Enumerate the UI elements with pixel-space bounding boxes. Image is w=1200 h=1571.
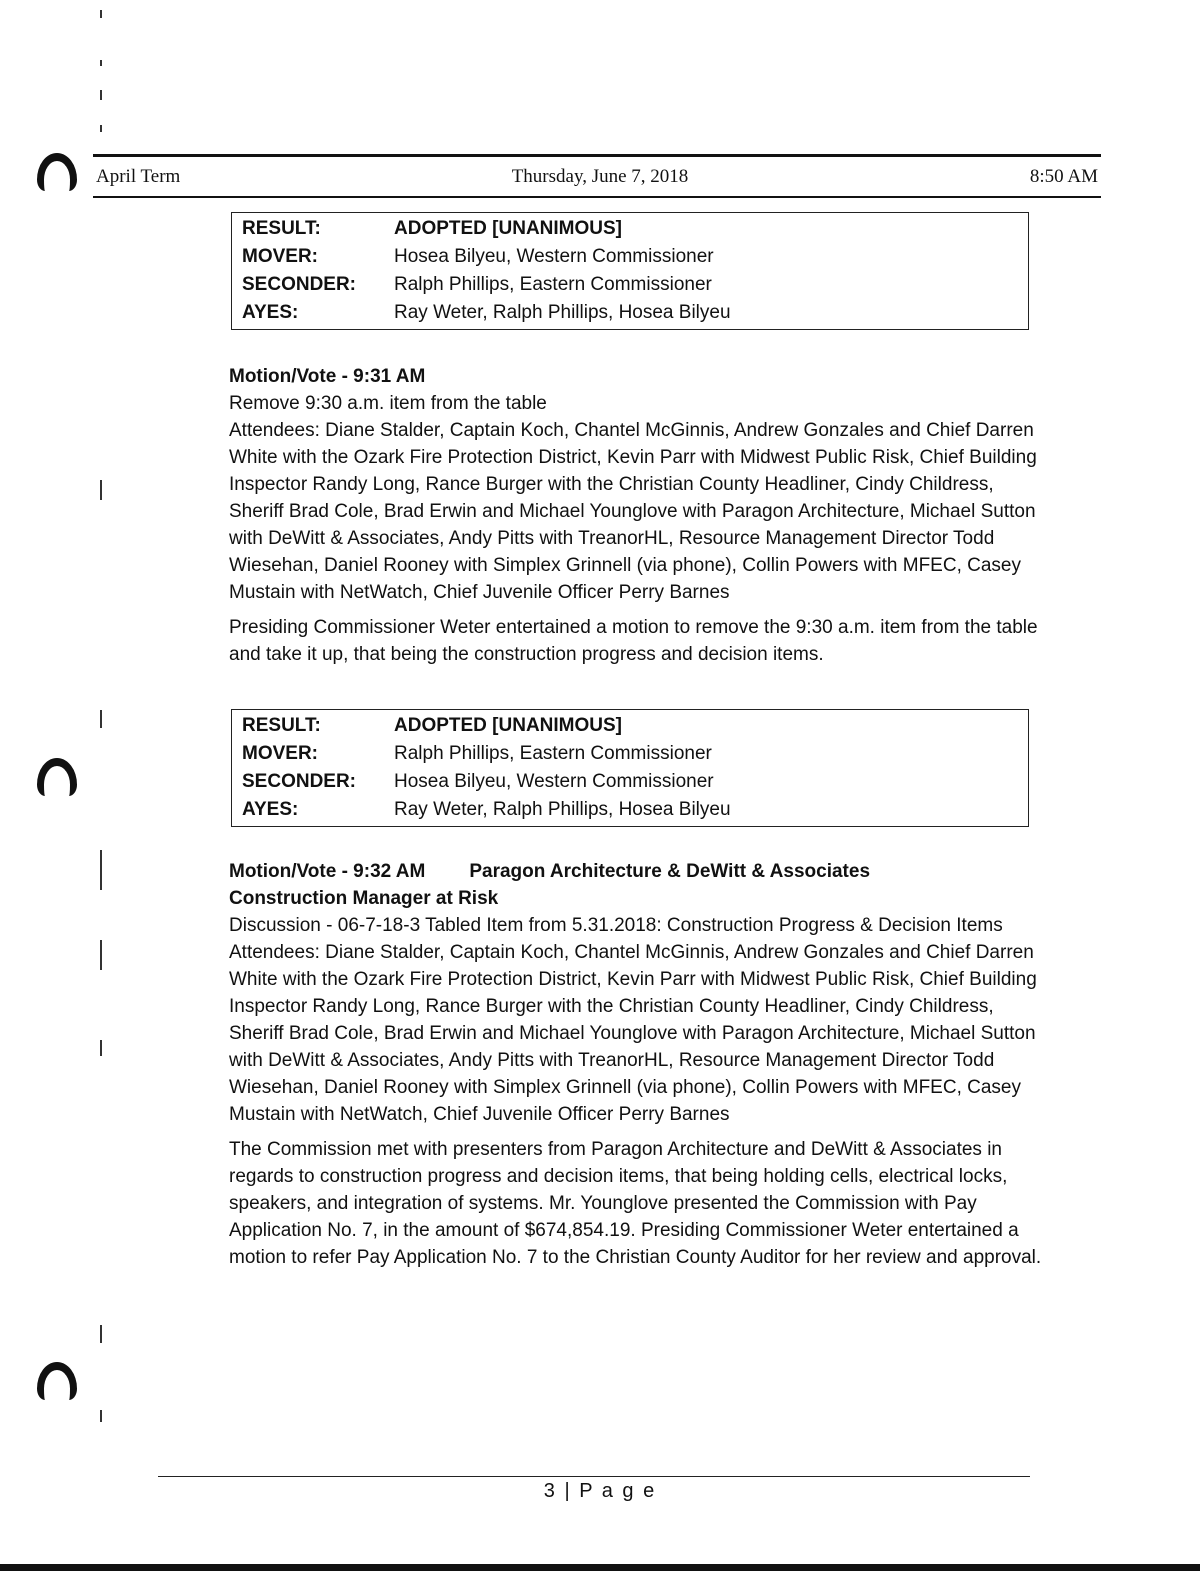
discussion-text: Discussion - 06-7-18-3 Tabled Item from 5.31.2018: Construction Progress & Decision Items (229, 915, 1003, 936)
result-label: RESULT: (242, 218, 321, 239)
attendees-paragraph: Attendees: Diane Stalder, Captain Koch, Chantel McGinnis, Andrew Gonzales and Chief Darren White with the Ozark Fire Protection District, Kevin Parr with Midwest Public Risk, Chief Building Inspector Randy Long, Rance Burger with the Christian County Headliner, Cindy Childress, Sheriff Brad Cole, Brad Erwin and Michael Younglove with Paragon Architecture, Michael Sutton with DeWitt & Associates, Andy Pitts with TreanorHL, Resource Management Director Todd Wiesehan, Daniel Rooney with Simplex Grinnell (via phone), Collin Powers with MFEC, Casey Mustain with NetWatch, Chief Juvenile Officer Perry Barnes (229, 942, 1037, 1125)
motion-heading-line (229, 858, 1049, 885)
motion-section (229, 858, 1049, 1271)
mover-value: Ralph Phillips, Eastern Commissioner (394, 743, 712, 764)
binder-hole-bottom (37, 1362, 77, 1400)
seconder-value: Hosea Bilyeu, Western Commissioner (394, 771, 714, 792)
binder-hole-middle (37, 758, 77, 796)
mover-label: MOVER: (242, 743, 318, 764)
scan-mark (100, 850, 102, 890)
motion-section (229, 363, 1049, 668)
motion-heading: Motion/Vote - 9:32 AM (229, 861, 426, 882)
result-value: ADOPTED [UNANIMOUS] (394, 715, 622, 736)
vote-result-box (231, 709, 1029, 827)
term-label: April Term (96, 166, 181, 187)
seconder-label: SECONDER: (242, 274, 357, 295)
scan-mark (100, 10, 102, 18)
scan-bottom-edge (0, 1564, 1200, 1571)
result-row (232, 215, 1028, 243)
scan-mark (100, 1410, 102, 1422)
result-label: RESULT: (242, 715, 321, 736)
motion-heading: Motion/Vote - 9:31 AM (229, 366, 426, 387)
vote-result-box (231, 212, 1029, 330)
meeting-time: 8:50 AM (1029, 166, 1098, 187)
scan-mark (100, 940, 102, 970)
footer-rule (158, 1476, 1030, 1477)
mover-row (232, 740, 1028, 768)
seconder-label: SECONDER: (242, 771, 357, 792)
header-rule-bottom (93, 196, 1101, 198)
result-value: ADOPTED [UNANIMOUS] (394, 218, 622, 239)
mover-label: MOVER: (242, 246, 318, 267)
ayes-label: AYES: (242, 302, 299, 323)
motion-body: The Commission met with presenters from Paragon Architecture and DeWitt & Associates in regards to construction progress and decision items, that being holding cells, electrical locks, speakers, and integration of systems. Mr. Younglove presented the Commission with Pay Application No. 7, in the amount of $674,854.19. Presiding Commissioner Weter entertained a motion to refer Pay Application No. 7 to the Christian County Auditor for her review and approval. (229, 1139, 1042, 1268)
motion-title: Paragon Architecture & DeWitt & Associates (469, 861, 871, 882)
mover-value: Hosea Bilyeu, Western Commissioner (394, 246, 714, 267)
attendees-paragraph: Attendees: Diane Stalder, Captain Koch, Chantel McGinnis, Andrew Gonzales and Chief Darren White with the Ozark Fire Protection District, Kevin Parr with Midwest Public Risk, Chief Building Inspector Randy Long, Rance Burger with the Christian County Headliner, Cindy Childress, Sheriff Brad Cole, Brad Erwin and Michael Younglove with Paragon Architecture, Michael Sutton with DeWitt & Associates, Andy Pitts with TreanorHL, Resource Management Director Todd Wiesehan, Daniel Rooney with Simplex Grinnell (via phone), Collin Powers with MFEC, Casey Mustain with NetWatch, Chief Juvenile Officer Perry Barnes (229, 420, 1037, 603)
scan-mark (100, 1325, 102, 1343)
motion-subject: Remove 9:30 a.m. item from the table (229, 393, 547, 414)
ayes-row (232, 796, 1028, 824)
scan-mark (100, 125, 102, 132)
ayes-value: Ray Weter, Ralph Phillips, Hosea Bilyeu (394, 799, 731, 820)
page-label: | P a g e (564, 1480, 657, 1502)
seconder-row (232, 768, 1028, 796)
header-rule-top (93, 154, 1101, 157)
motion-body: Presiding Commissioner Weter entertained a motion to remove the 9:30 a.m. item from the table and take it up, that being the construction progress and decision items. (229, 617, 1038, 665)
scan-mark (100, 710, 102, 728)
ayes-row (232, 299, 1028, 327)
seconder-row (232, 271, 1028, 299)
scan-mark (100, 1040, 102, 1056)
motion-title-line2: Construction Manager at Risk (229, 888, 499, 909)
result-row (232, 712, 1028, 740)
page-number: 3 (543, 1480, 557, 1502)
seconder-value: Ralph Phillips, Eastern Commissioner (394, 274, 712, 295)
meeting-date: Thursday, June 7, 2018 (511, 166, 689, 187)
scan-mark (100, 60, 102, 66)
mover-row (232, 243, 1028, 271)
page-footer (0, 1480, 1200, 1503)
scan-mark (100, 480, 102, 500)
ayes-value: Ray Weter, Ralph Phillips, Hosea Bilyeu (394, 302, 731, 323)
ayes-label: AYES: (242, 799, 299, 820)
scan-mark (100, 90, 102, 100)
